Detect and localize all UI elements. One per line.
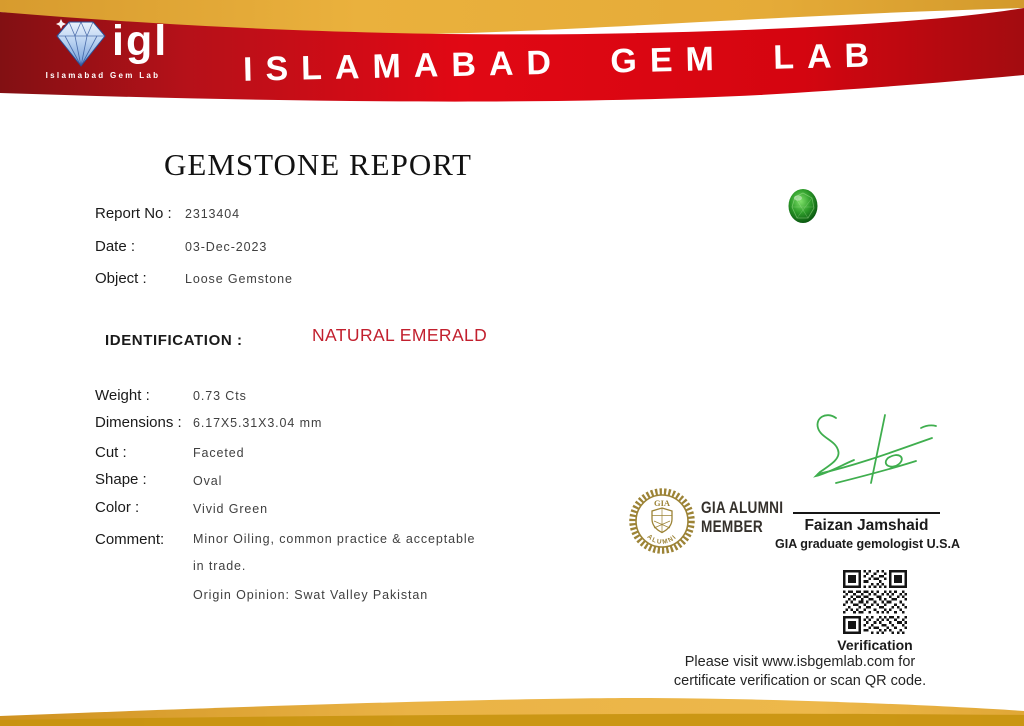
footer-gold-band [0,666,1024,726]
igl-diamond-icon [52,15,110,71]
gia-badge-line2: MEMBER [701,517,763,536]
dimensions-label: Dimensions : [95,414,182,431]
dimensions-value: 6.17X5.31X3.04 mm [193,416,323,430]
shape-value: Oval [193,474,223,488]
seal-bottom-text: ALUMNI [645,533,679,546]
igl-logo-text: igl [112,17,169,65]
lab-title: ISLAMABAD GEM LAB [242,36,883,89]
verification-note-line1: Please visit www.isbgemlab.com for [684,654,916,670]
qr-code-icon [843,570,907,634]
color-value: Vivid Green [193,502,268,516]
verification-note-line2: certificate verification or scan QR code. [673,672,927,689]
report-no-label: Report No : [95,205,172,222]
report-title: GEMSTONE REPORT [164,147,472,182]
date-value: 03-Dec-2023 [185,240,268,254]
weight-label: Weight : [95,387,150,404]
seal-top-text: GIA [653,498,671,508]
igl-logo-subtext: Islamabad Gem Lab [45,71,161,80]
qr-label: Verification [837,637,913,653]
identification-value: NATURAL EMERALD [312,325,488,345]
cut-value: Faceted [193,446,245,460]
shape-label: Shape : [95,471,147,488]
gem-photo [785,185,821,227]
object-value: Loose Gemstone [185,272,293,286]
signer-title: GIA graduate gemologist U.S.A [775,537,960,551]
gia-seal-icon [627,486,697,556]
color-label: Color : [95,499,140,516]
object-label: Object : [95,270,147,287]
comment-line-3: Origin Opinion: Swat Valley Pakistan [193,588,429,602]
comment-line-2: in trade. [193,559,247,573]
identification-label: IDENTIFICATION : [105,332,243,349]
comment-label: Comment: [95,531,165,548]
signature-icon [808,412,953,494]
signature-line [793,512,940,514]
report-no-value: 2313404 [185,207,240,221]
date-label: Date : [95,238,136,255]
cut-label: Cut : [95,444,127,461]
signer-name: Faizan Jamshaid [804,517,929,534]
comment-line-1: Minor Oiling, common practice & acceptable [193,532,476,546]
weight-value: 0.73 Cts [193,389,247,403]
gia-badge-line1: GIA ALUMNI [701,498,784,517]
